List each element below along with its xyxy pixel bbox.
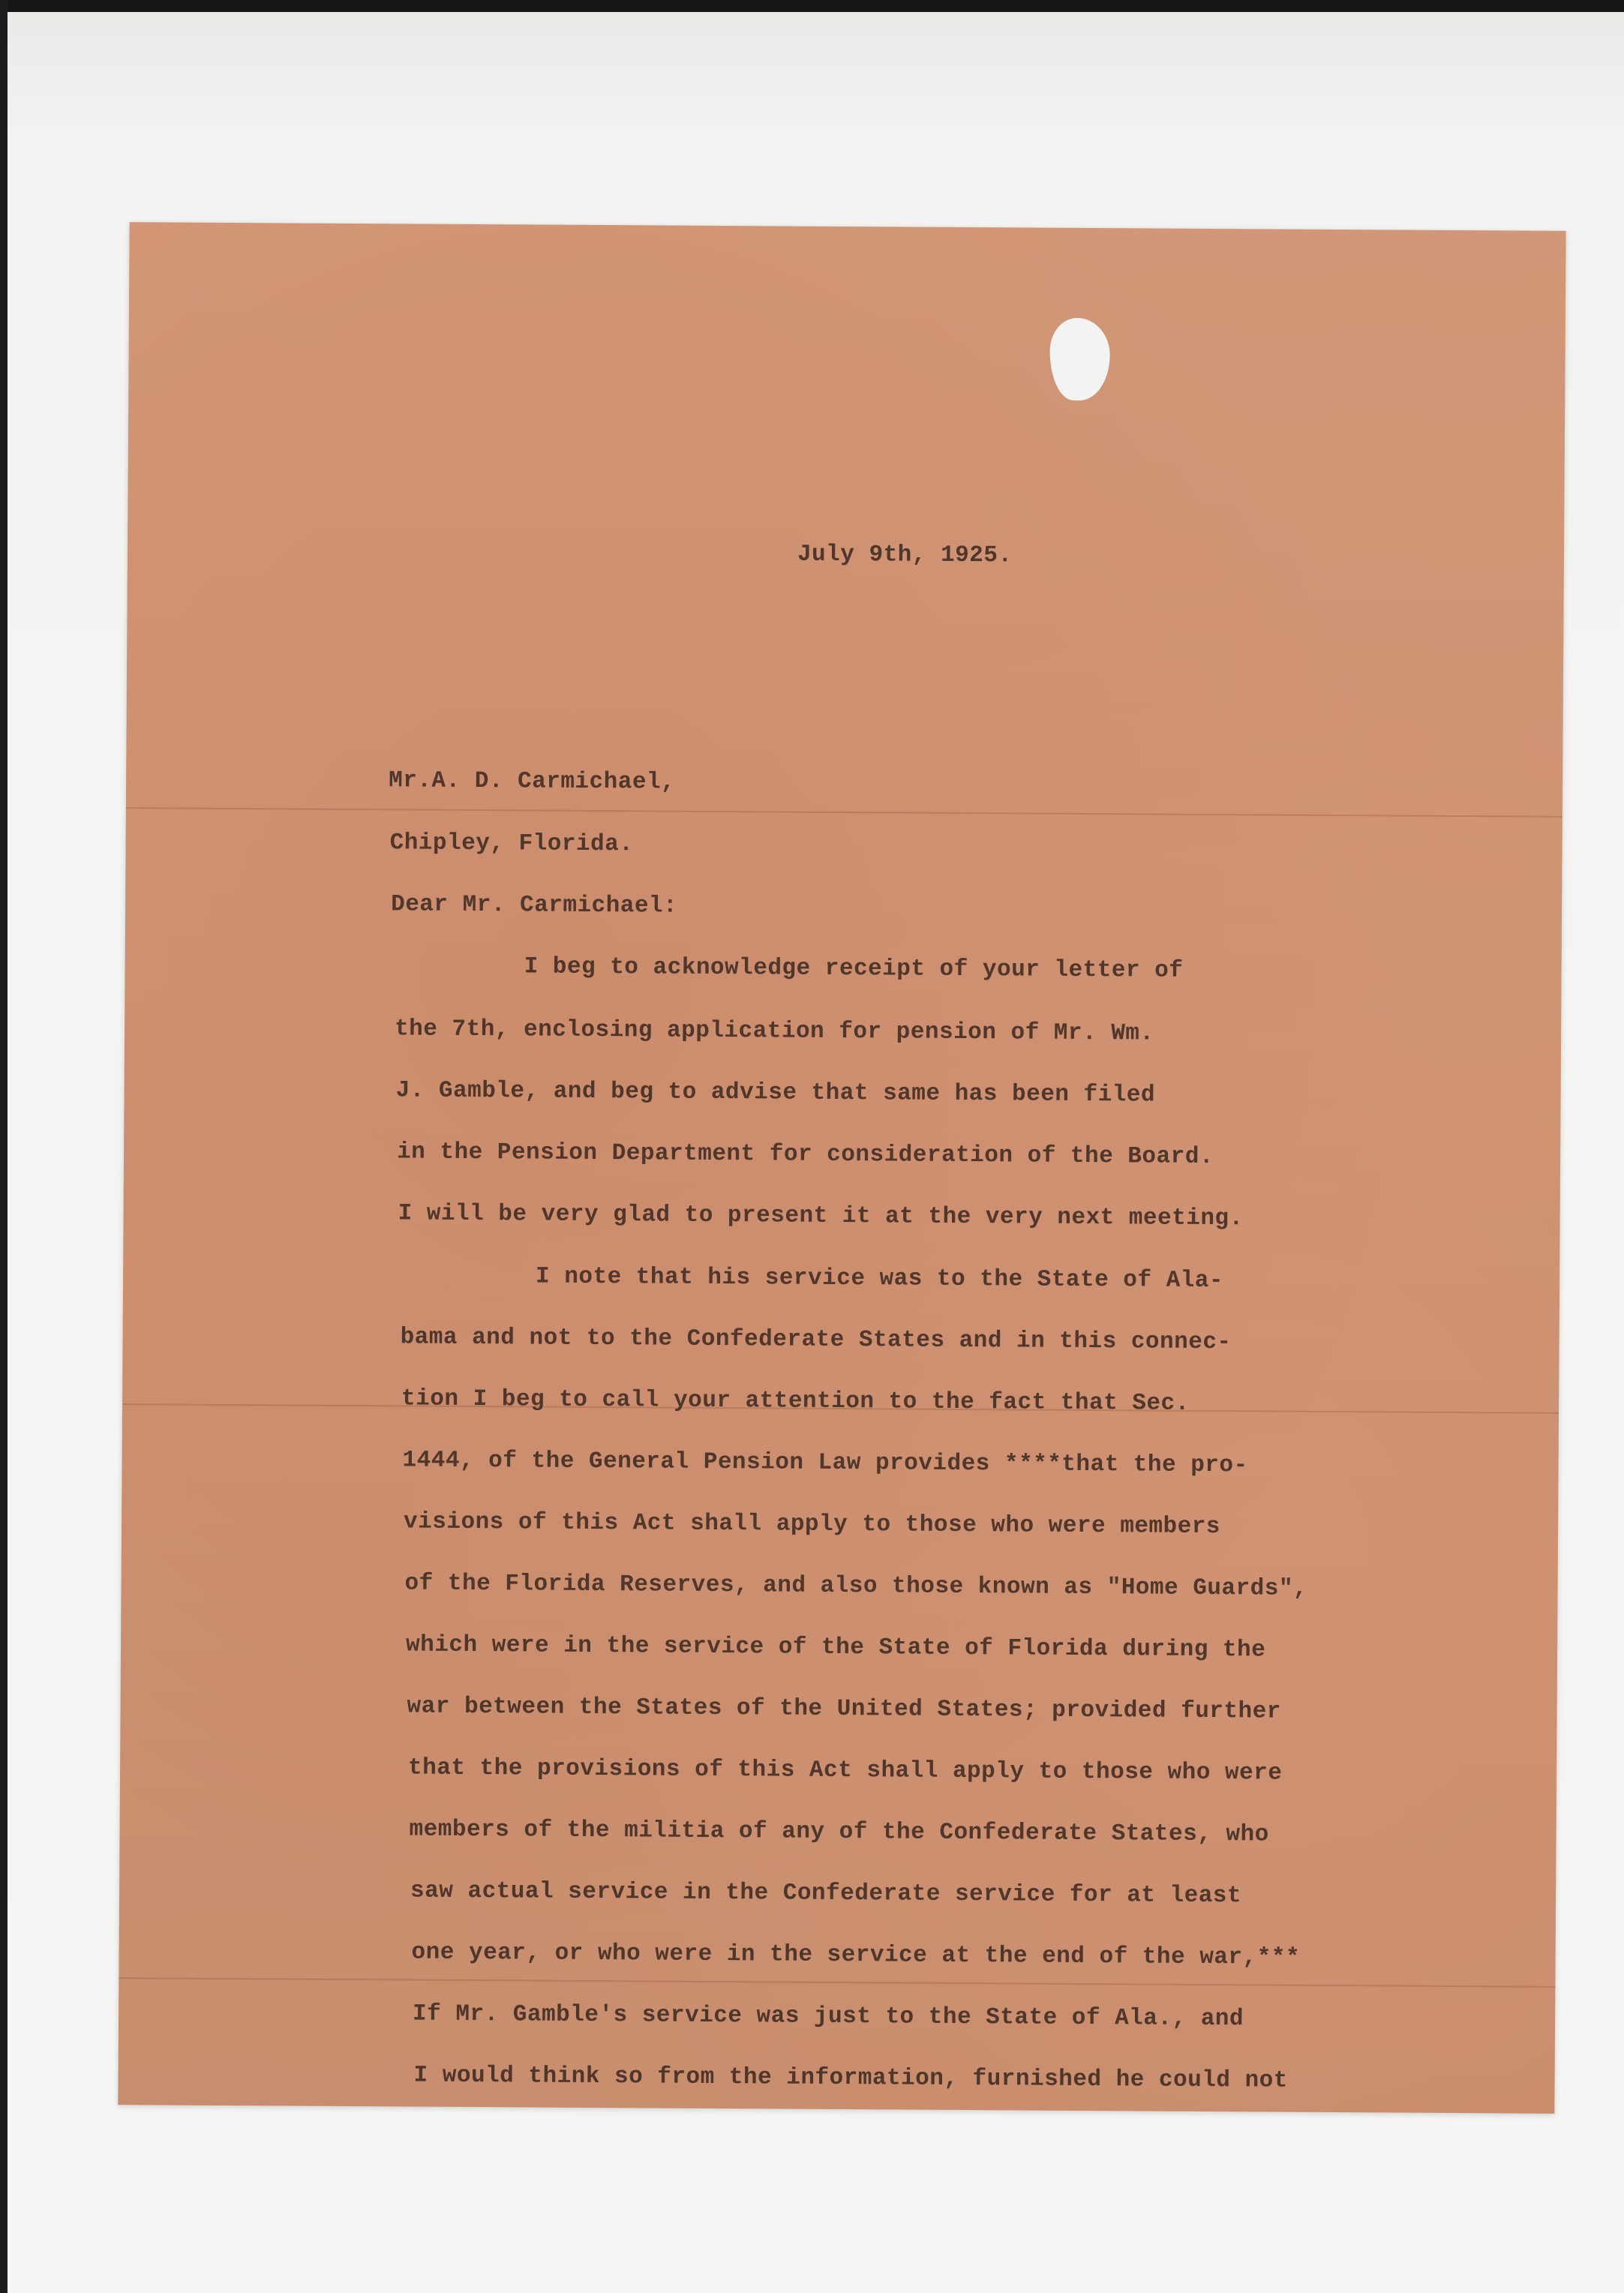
body-line: If Mr. Gamble's service was just to the State of Ala., and	[412, 2000, 1244, 2033]
body-line: which were in the service of the State of Florida during the	[405, 1631, 1266, 1664]
recipient-location: Chipley, Florida.	[389, 830, 634, 858]
body-line: one year, or who were in the service at the end of the war,***	[411, 1939, 1301, 1971]
body-line: the 7th, enclosing application for pension of Mr. Wm.	[395, 1016, 1154, 1047]
body-line: I note that his service was to the State of Ala-	[535, 1263, 1224, 1295]
body-line: visions of this Act shall apply to those who were members	[403, 1508, 1221, 1541]
scan-left-border	[0, 0, 8, 2293]
letter-page	[118, 222, 1565, 2114]
body-line: bama and not to the Confederate States and in this connec-	[400, 1324, 1232, 1356]
body-line: tion I beg to call your attention to the fact that Sec.	[401, 1385, 1190, 1417]
body-line: that the provisions of this Act shall apply to those who were	[407, 1754, 1283, 1787]
body-line: I would think so from the information, furnished he could not	[413, 2062, 1288, 2094]
body-line: war between the States of the United States; provided further	[407, 1693, 1281, 1725]
letter-date: July 9th, 1925.	[797, 541, 1013, 569]
salutation: Dear Mr. Carmichael:	[391, 891, 678, 920]
recipient-name: Mr.A. D. Carmichael,	[389, 767, 676, 796]
body-line: saw actual service in the Confederate service for at least	[410, 1877, 1242, 1910]
letter-text	[118, 222, 1565, 2114]
body-line: members of the militia of any of the Confederate States, who	[409, 1816, 1269, 1848]
body-line: I beg to acknowledge receipt of your letter of	[524, 953, 1184, 984]
body-line: J. Gamble, and beg to advise that same has been filed	[395, 1077, 1156, 1109]
body-line: 1444, of the General Pension Law provides ****that the pro-	[402, 1447, 1248, 1479]
body-line: in the Pension Department for consideration of the Board.	[397, 1139, 1214, 1171]
body-line: I will be very glad to present it at the very next meeting.	[398, 1200, 1244, 1232]
scan-top-border	[0, 0, 1624, 12]
body-line: of the Florida Reserves, and also those known as "Home Guards",	[404, 1570, 1308, 1602]
